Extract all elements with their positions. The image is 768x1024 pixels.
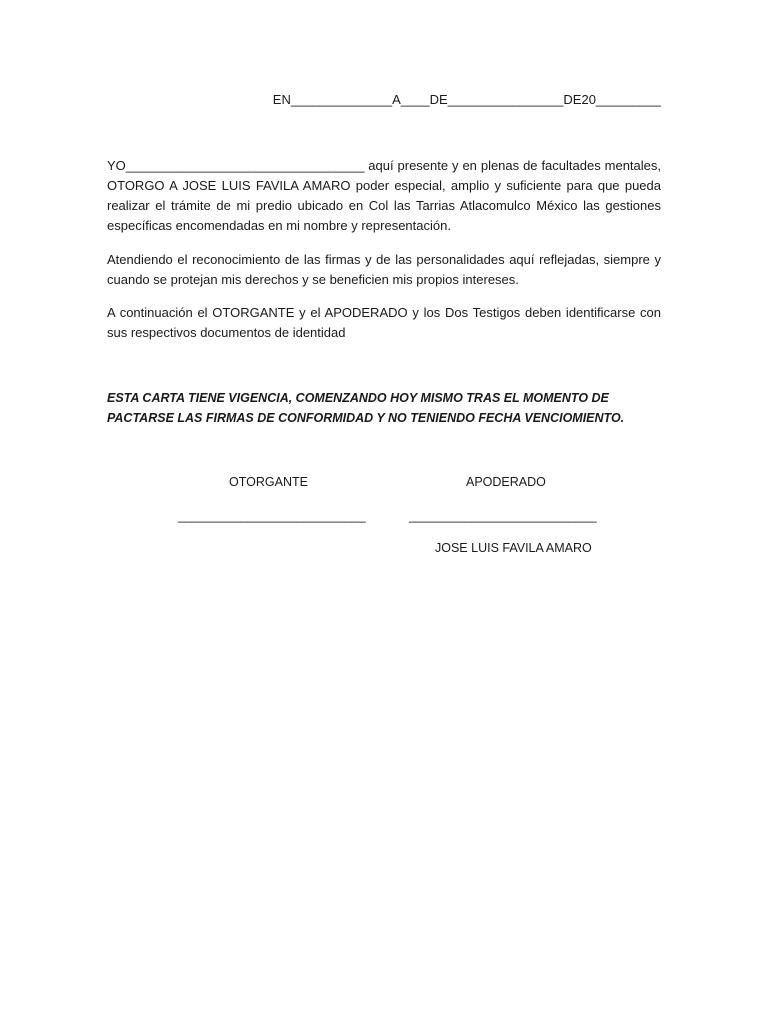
apoderado-signature-line: ___________________________ bbox=[409, 509, 597, 523]
paragraph-power-of-attorney: YO_________________________________ aquí presente y en plenas de facultades mentales, OTORGO A JOSE LUIS FAVILA AMARO poder especial, amplio y suficiente para que pueda realizar el trámite de mi predio ubicado en Col las Tarrias Atlacomulco México las gestiones específicas encomendadas en mi nombre y representación. bbox=[107, 158, 661, 233]
paragraph-recognition: Atendiendo el reconocimiento de las firmas y de las personalidades aquí reflejadas, siempre y cuando se protejan mis derechos y se beneficien mis propios intereses. bbox=[107, 252, 661, 287]
otorgante-label: OTORGANTE bbox=[229, 475, 308, 489]
apoderado-name: JOSE LUIS FAVILA AMARO bbox=[435, 541, 592, 555]
validity-notice: ESTA CARTA TIENE VIGENCIA, COMENZANDO HOY MISMO TRAS EL MOMENTO DE PACTARSE LAS FIRMAS DE CONFORMIDAD Y NO TENIENDO FECHA VENCIOMIENTO. bbox=[107, 391, 625, 425]
paragraph-identification: A continuación el OTORGANTE y el APODERADO y los Dos Testigos deben identificarse con sus respectivos documentos de identidad bbox=[107, 305, 661, 340]
otorgante-signature-line: ___________________________ bbox=[178, 509, 366, 523]
date-line: EN______________A____DE________________DE20_________ bbox=[272, 92, 661, 107]
apoderado-label: APODERADO bbox=[466, 475, 546, 489]
